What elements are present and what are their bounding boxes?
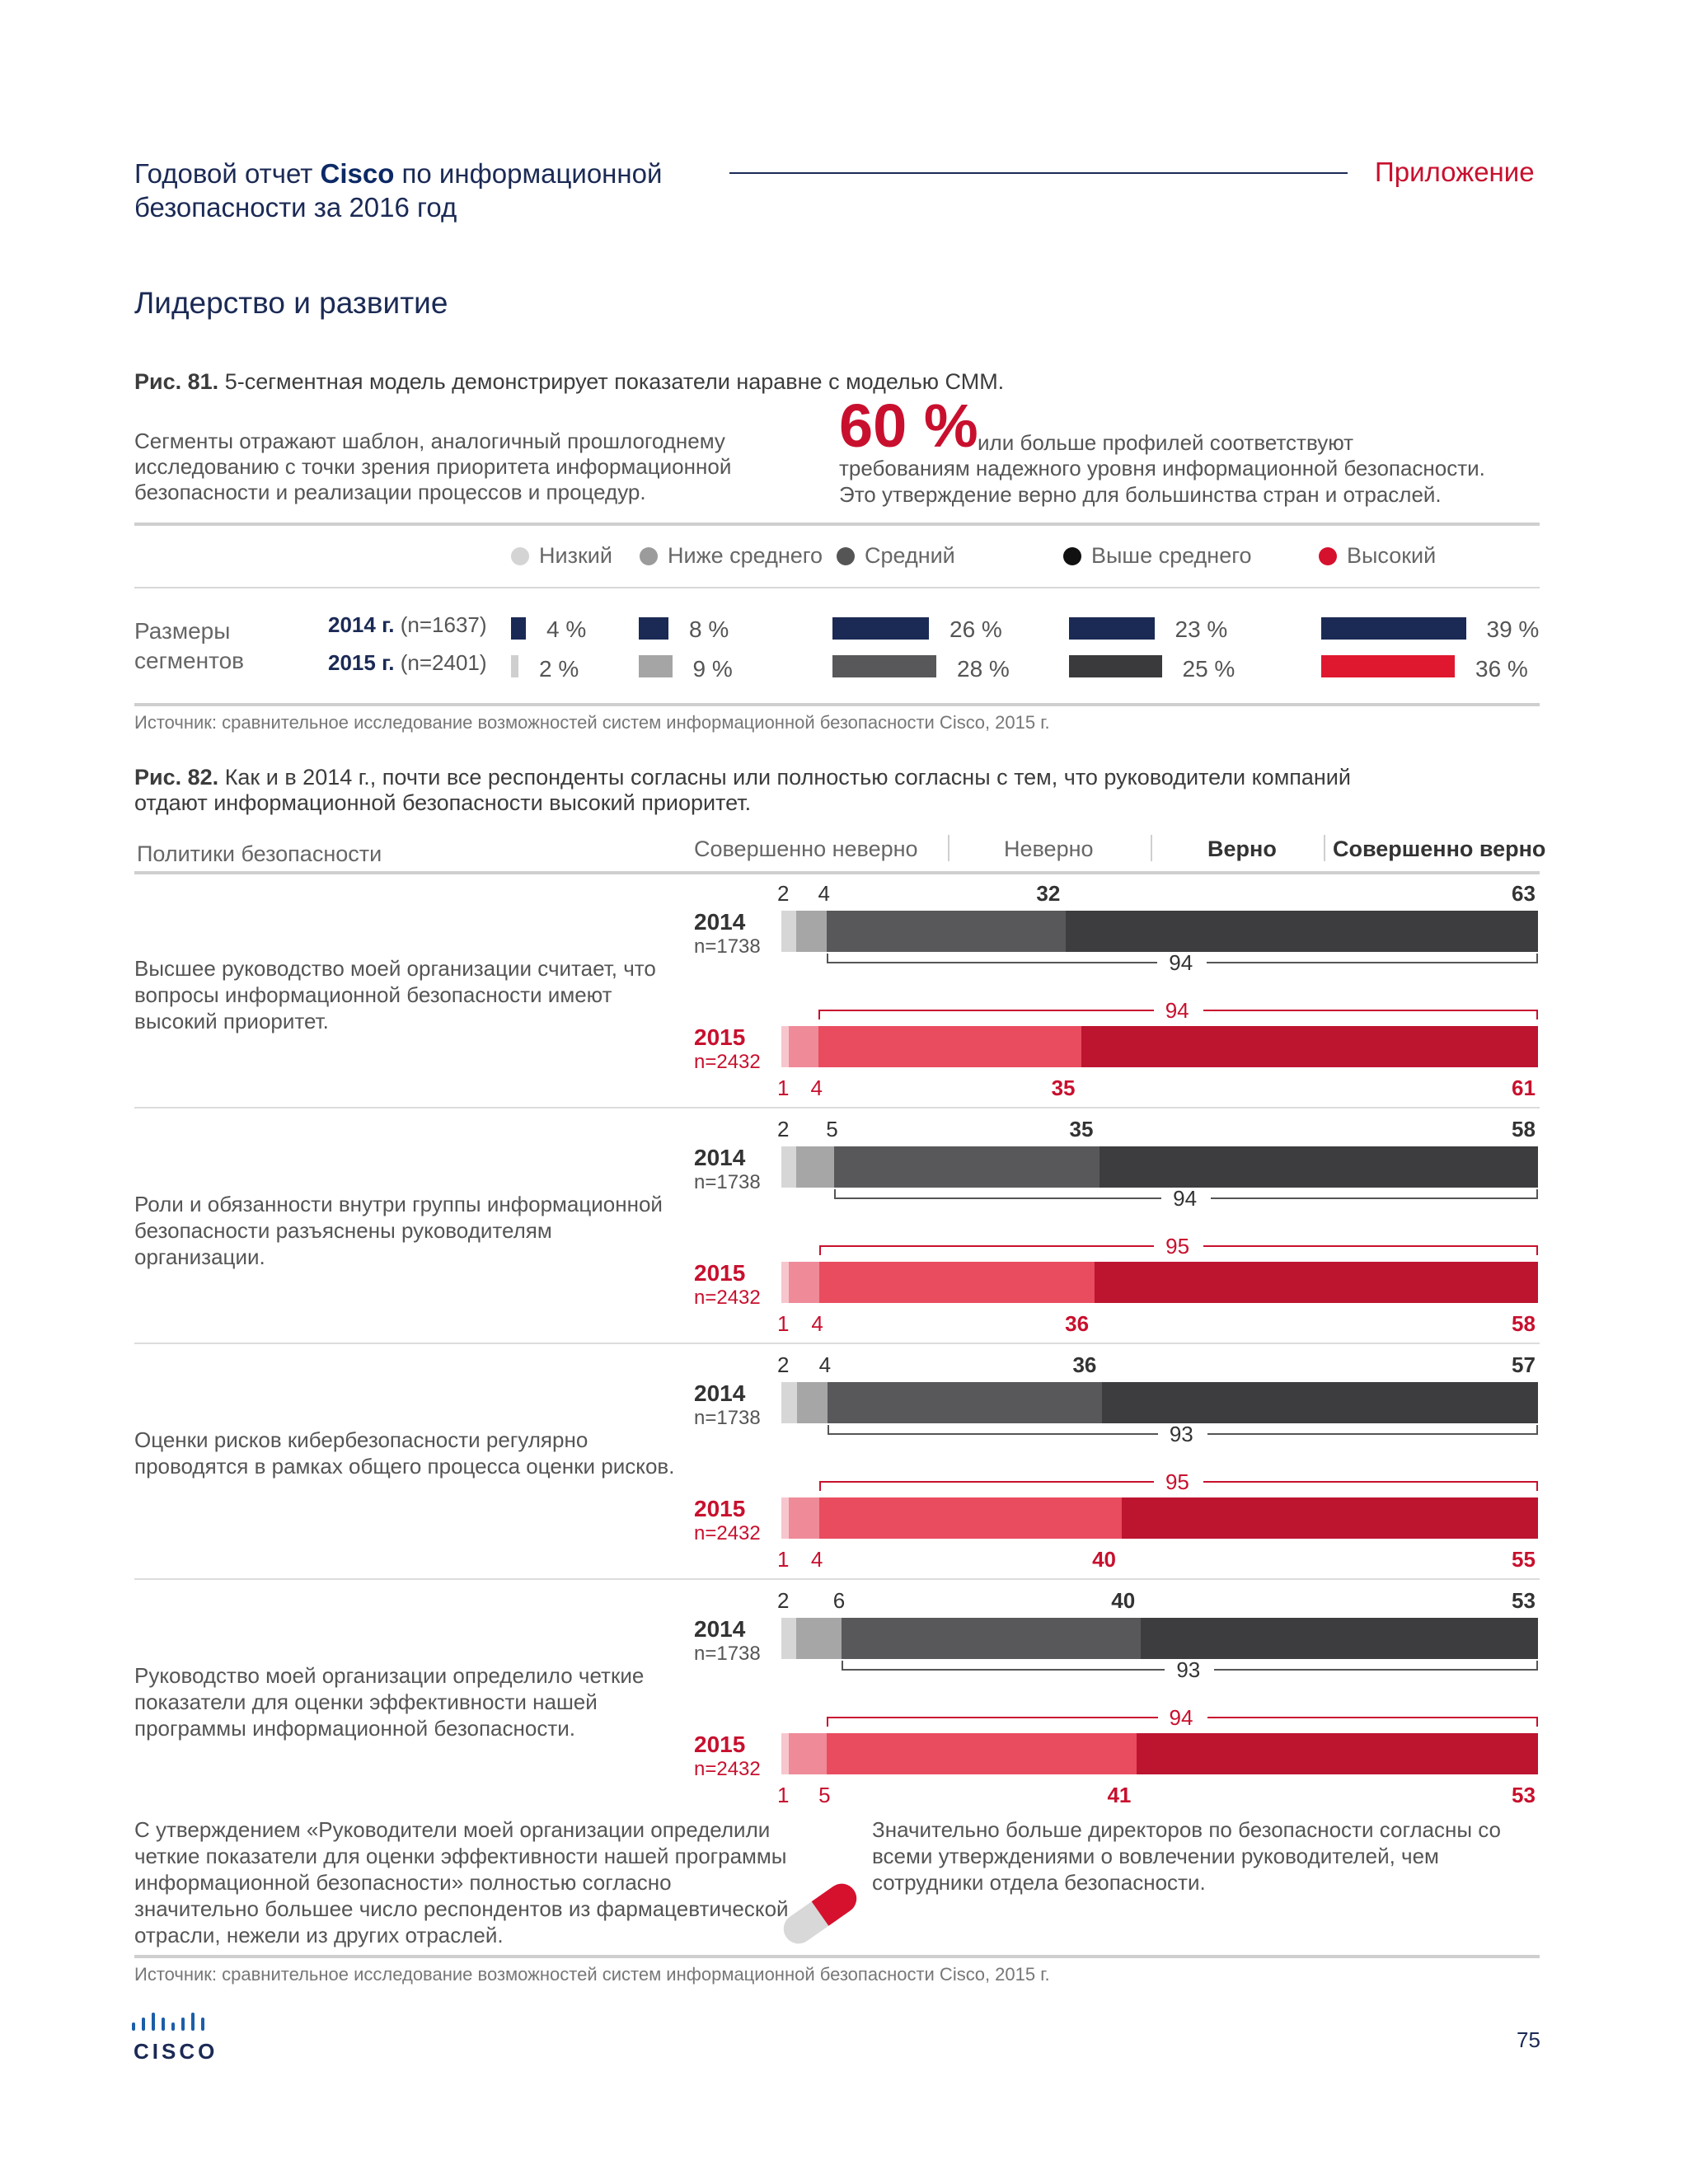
col-strongly-disagree: Совершенно неверно [694, 837, 918, 861]
bracket-line [1207, 1433, 1538, 1435]
stacked-segment-y2014 [834, 1146, 1099, 1188]
value-label-agree: 40 [1092, 1547, 1117, 1572]
segment-bar-2014 [832, 617, 929, 640]
value-label-strongly-agree: 58 [1512, 1117, 1536, 1141]
stacked-segment-y2014 [796, 1618, 842, 1659]
segment-bar-2014 [1321, 617, 1466, 640]
n-label-y2015: n=2432 [694, 1286, 761, 1309]
segment-value-2015: 2 % [539, 656, 579, 682]
stacked-segment-y2015 [781, 1026, 789, 1067]
fig81-right-note-1: или больше профилей соответствуют [978, 430, 1354, 455]
segment-value-2014: 4 % [546, 616, 587, 642]
value-label-agree: 40 [1111, 1588, 1136, 1613]
year-2014-label: 2014 г. (n=1637) [328, 612, 487, 637]
value-label-disagree: 4 [811, 1311, 823, 1336]
segment-bar-2015 [639, 655, 673, 677]
n-label-y2015: n=2432 [694, 1758, 761, 1780]
legend-below-average: Ниже среднего [640, 543, 823, 569]
legend-dot-icon [1063, 547, 1081, 565]
year-2015-label: 2015 г. (n=2401) [328, 650, 487, 675]
report-title [134, 157, 711, 224]
stacked-segment-y2014 [797, 1382, 828, 1423]
segment-bar-2015 [1321, 655, 1455, 677]
bracket-line [827, 962, 1158, 963]
policy-statement: Оценки рисков кибербезопасности регулярно проводятся в рамках общего процесса оценки рисков. [134, 1427, 675, 1479]
stacked-segment-y2015 [781, 1733, 789, 1774]
legend-high: Высокий [1319, 543, 1436, 569]
value-label-strongly-agree: 57 [1512, 1352, 1536, 1377]
cisco-logo-icon[interactable] [130, 2011, 213, 2037]
fig81-left-note: Сегменты отражают шаблон, аналогичный прошлогоднему исследованию с точки зрения приоритета информационной безопасности и реализации процессов и процедур. [134, 429, 732, 504]
segment-value-2015: 28 % [957, 656, 1010, 682]
segment-bar-2015 [511, 655, 518, 677]
page-number: 75 [1517, 2027, 1540, 2052]
segment-value-2014: 39 % [1486, 616, 1540, 642]
fig81-right-note-3: Это утверждение верно для большинства стран и отраслей. [839, 482, 1442, 507]
segment-value-2014: 26 % [950, 616, 1002, 642]
value-label-strongly-agree: 53 [1512, 1783, 1536, 1807]
stacked-segment-y2015 [819, 1262, 1095, 1303]
bracket-line [819, 1481, 1154, 1483]
fig82-title-1: Как и в 2014 г., почти все респонденты согласны или полностью согласны с тем, что руководители компаний [224, 765, 1351, 790]
value-label-strongly-agree: 61 [1512, 1076, 1536, 1100]
stacked-segment-y2014 [781, 1382, 797, 1423]
year-label-y2014: 2014 [694, 1616, 746, 1642]
segment-bar-2015 [832, 655, 936, 677]
segment-value-2015: 36 % [1475, 656, 1528, 682]
row-divider [134, 1578, 1540, 1580]
n-label-y2014: n=1738 [694, 1407, 761, 1429]
report-title-line2: безопасности за 2016 год [134, 192, 457, 223]
col-policies: Политики безопасности [137, 841, 382, 866]
value-label-disagree: 4 [818, 881, 830, 906]
year-label-y2015: 2015 [694, 1260, 746, 1286]
report-title-post: по информационной [394, 158, 663, 189]
value-label-strongly-disagree: 1 [777, 1783, 790, 1807]
segments-label-1: Размеры [134, 618, 231, 644]
fig82-top-rule [134, 871, 1540, 874]
segment-value-2014: 8 % [689, 616, 729, 642]
bracket-line [1203, 1481, 1538, 1483]
value-label-disagree: 6 [832, 1588, 846, 1613]
fig81-right-note-2: требованиям надежного уровня информационной безопасности. [839, 456, 1485, 480]
segment-bar-2014 [1069, 617, 1155, 640]
bracket-line [828, 1433, 1158, 1435]
total-agree-2015: 94 [1165, 998, 1189, 1023]
n-label-y2015: n=2432 [694, 1522, 761, 1544]
bracket-line [1203, 1245, 1538, 1247]
total-agree-2014: 93 [1169, 1422, 1193, 1446]
col-divider [1324, 835, 1325, 861]
stacked-segment-y2015 [789, 1497, 819, 1539]
fig81-source: Источник: сравнительное исследование возможностей систем информационной безопасности Cisco, 2015 г. [134, 712, 1050, 733]
fig81-bottom-rule [134, 703, 1540, 706]
value-label-disagree: 5 [818, 1783, 831, 1807]
total-agree-2015: 94 [1169, 1705, 1193, 1730]
total-agree-2015: 95 [1165, 1234, 1190, 1258]
total-agree-2014: 94 [1173, 1186, 1198, 1211]
col-divider [1151, 835, 1152, 861]
value-label-strongly-disagree: 1 [777, 1547, 790, 1572]
stacked-segment-y2014 [796, 911, 826, 952]
col-strongly-agree: Совершенно верно [1333, 837, 1546, 861]
value-label-strongly-disagree: 2 [777, 1588, 790, 1613]
segment-bar-2015 [1069, 655, 1162, 677]
stacked-segment-y2015 [1137, 1733, 1538, 1774]
value-label-disagree: 5 [826, 1117, 838, 1141]
fig81-title-text: 5-сегментная модель демонстрирует показатели наравне с моделью СММ. [224, 369, 1005, 394]
pill-icon [771, 1872, 870, 1955]
bracket-line [842, 1669, 1165, 1671]
fig82-bottom-rule [134, 1955, 1540, 1958]
stacked-segment-y2014 [842, 1618, 1142, 1659]
value-label-strongly-agree: 58 [1512, 1311, 1536, 1336]
note-pharma: С утверждением «Руководители моей организации определили четкие показатели для оценки эффективности нашей программы информационной безопасности» полностью согласно значительно большее число респондентов из фармацевтической отрасли, нежели из других отраслей. [134, 1817, 789, 1947]
fig81-top-rule [134, 523, 1540, 526]
stacked-segment-y2014 [828, 1382, 1103, 1423]
stacked-segment-y2014 [781, 1618, 796, 1659]
stacked-segment-y2015 [781, 1262, 789, 1303]
value-label-strongly-disagree: 2 [777, 881, 790, 906]
section-title: Лидерство и развитие [134, 286, 448, 320]
legend-above-average: Выше среднего [1063, 543, 1251, 569]
stacked-segment-y2015 [827, 1733, 1137, 1774]
policy-statement: Руководство моей организации определило четкие показатели для оценки эффективности нашей программы информационной безопасности. [134, 1663, 645, 1741]
value-label-agree: 41 [1107, 1783, 1132, 1807]
value-label-strongly-agree: 53 [1512, 1588, 1536, 1613]
year-label-y2015: 2015 [694, 1732, 746, 1757]
section-tag[interactable]: Приложение [1375, 157, 1535, 187]
fig82-label: Рис. 82. [134, 765, 219, 790]
year-label-y2014: 2014 [694, 1380, 746, 1406]
stacked-segment-y2014 [1100, 1146, 1538, 1188]
value-label-agree: 35 [1069, 1117, 1094, 1141]
n-label-y2014: n=1738 [694, 935, 761, 958]
stacked-segment-y2015 [789, 1262, 819, 1303]
total-agree-2015: 95 [1165, 1469, 1189, 1494]
bracket-line [827, 1717, 1157, 1718]
bracket-line [819, 1245, 1154, 1247]
stacked-segment-y2015 [1122, 1497, 1538, 1539]
col-divider [948, 835, 950, 861]
bracket-line [1203, 1010, 1538, 1011]
year-label-y2014: 2014 [694, 909, 746, 935]
year-label-y2015: 2015 [694, 1024, 746, 1050]
legend-low: Низкий [511, 543, 612, 569]
report-title-pre: Годовой отчет [134, 158, 321, 189]
fig81-big-stat: 60 % [839, 391, 978, 460]
bracket-line [1214, 1669, 1538, 1671]
col-agree: Верно [1207, 837, 1277, 861]
value-label-disagree: 4 [810, 1547, 823, 1572]
legend-average: Средний [837, 543, 955, 569]
stacked-segment-y2014 [1066, 911, 1538, 952]
total-agree-2014: 94 [1169, 950, 1193, 975]
stacked-segment-y2015 [1095, 1262, 1538, 1303]
value-label-strongly-agree: 55 [1512, 1547, 1536, 1572]
fig82-title-2: отдают информационной безопасности высокий приоритет. [134, 790, 752, 815]
note-directors: Значительно больше директоров по безопасности согласны со всеми утверждениями о вовлечении руководителей, чем сотрудники отдела безопасности. [872, 1817, 1502, 1895]
stacked-segment-y2014 [781, 911, 796, 952]
fig81-label: Рис. 81. [134, 369, 219, 394]
value-label-strongly-disagree: 1 [777, 1076, 790, 1100]
bracket-line [834, 1197, 1161, 1199]
stacked-segment-y2015 [789, 1026, 818, 1067]
stacked-segment-y2015 [781, 1497, 789, 1539]
stacked-segment-y2014 [1141, 1618, 1538, 1659]
fig81-legend-rule [134, 587, 1540, 588]
fig82-source: Источник: сравнительное исследование возможностей систем информационной безопасности Cisco, 2015 г. [134, 1964, 1050, 1985]
value-label-agree: 36 [1072, 1352, 1097, 1377]
year-label-y2014: 2014 [694, 1145, 746, 1170]
stacked-segment-y2014 [827, 911, 1067, 952]
row-divider [134, 1107, 1540, 1108]
bracket-line [1211, 1197, 1538, 1199]
cisco-logo-text: CISCO [134, 2039, 218, 2064]
policy-statement: Высшее руководство моей организации считает, что вопросы информационной безопасности имеют высокий приоритет. [134, 956, 656, 1033]
stacked-segment-y2014 [796, 1146, 834, 1188]
policy-statement: Роли и обязанности внутри группы информационной безопасности разъяснены руководителям организации. [134, 1192, 663, 1269]
stacked-segment-y2015 [819, 1497, 1122, 1539]
stacked-segment-y2014 [1102, 1382, 1538, 1423]
n-label-y2014: n=1738 [694, 1643, 761, 1665]
row-divider [134, 1343, 1540, 1344]
stacked-segment-y2015 [818, 1026, 1081, 1067]
value-label-disagree: 4 [810, 1076, 823, 1100]
value-label-agree: 32 [1036, 881, 1061, 906]
stacked-segment-y2014 [781, 1146, 796, 1188]
bracket-line [818, 1010, 1153, 1011]
stacked-segment-y2015 [1081, 1026, 1538, 1067]
legend-dot-icon [1319, 547, 1337, 565]
total-agree-2014: 93 [1176, 1657, 1201, 1682]
bracket-line [1207, 962, 1538, 963]
value-label-strongly-disagree: 2 [777, 1117, 790, 1141]
n-label-y2014: n=1738 [694, 1171, 761, 1193]
legend-dot-icon [837, 547, 855, 565]
n-label-y2015: n=2432 [694, 1051, 761, 1073]
value-label-agree: 36 [1065, 1311, 1090, 1336]
fig82-title [134, 765, 1552, 816]
col-disagree: Неверно [1004, 837, 1094, 861]
report-title-brand: Cisco [320, 158, 395, 189]
value-label-strongly-disagree: 2 [777, 1352, 790, 1377]
segment-bar-2014 [511, 617, 526, 640]
year-label-y2015: 2015 [694, 1496, 746, 1521]
segment-value-2015: 9 % [692, 656, 733, 682]
value-label-disagree: 4 [818, 1352, 832, 1377]
stacked-segment-y2015 [789, 1733, 827, 1774]
segment-bar-2014 [639, 617, 668, 640]
value-label-agree: 35 [1051, 1076, 1076, 1100]
segment-value-2014: 23 % [1175, 616, 1228, 642]
value-label-strongly-disagree: 1 [777, 1311, 790, 1336]
segment-value-2015: 25 % [1182, 656, 1236, 682]
segments-label-2: сегментов [134, 648, 245, 673]
bracket-line [1207, 1717, 1538, 1718]
header-rule [729, 172, 1348, 174]
value-label-strongly-agree: 63 [1512, 881, 1536, 906]
legend-dot-icon [640, 547, 658, 565]
legend-dot-icon [511, 547, 529, 565]
